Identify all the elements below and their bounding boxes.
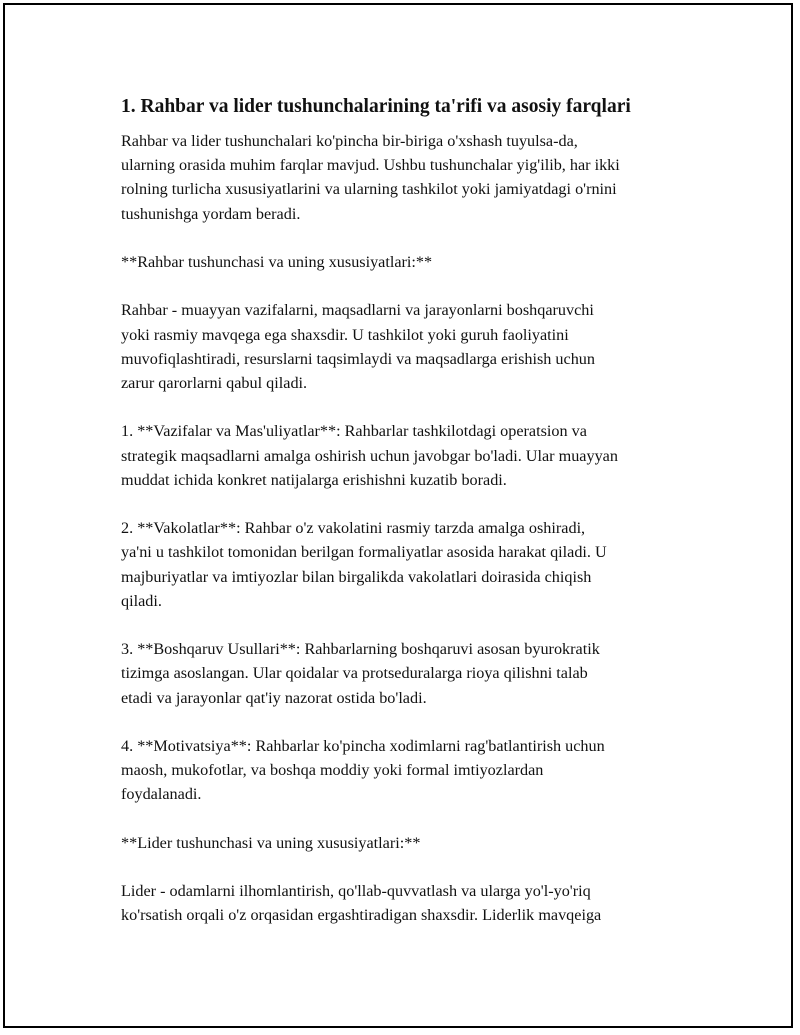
text-line: ya'ni u tashkilot tomonidan berilgan formaliyatlar asosida harakat qiladi. U	[121, 543, 607, 562]
paragraph	[121, 734, 701, 807]
text-line: ko'rsatish orqali o'z orqasidan ergashtiradigan shaxsdir. Liderlik mavqeiga	[121, 906, 602, 925]
text-line: maosh, mukofotlar, va boshqa moddiy yoki formal imtiyozlardan	[121, 761, 544, 780]
document-page	[3, 3, 793, 1028]
text-line: etadi va jarayonlar qat'iy nazorat ostida bo'ladi.	[121, 688, 427, 707]
paragraph-list	[121, 129, 701, 928]
text-line: rolning turlicha xususiyatlarini va ularning tashkilot yoki jamiyatdagi o'rnini	[121, 180, 617, 199]
text-line: Rahbar - muayyan vazifalarni, maqsadlarni va jarayonlarni boshqaruvchi	[121, 301, 594, 320]
text-line: tizimga asoslangan. Ular qoidalar va protseduralarga rioya qilishni talab	[121, 664, 588, 683]
paragraph	[121, 250, 701, 274]
text-line: zarur qarorlarni qabul qiladi.	[121, 374, 308, 392]
text-line: Lider - odamlarni ilhomlantirish, qo'llab-quvvatlash va ularga yo'l-yo'riq	[121, 882, 591, 901]
document-title: 1. Rahbar va lider tushunchalarining ta'rifi va asosiy farqlari	[121, 96, 631, 117]
text-line: foydalanadi.	[121, 785, 202, 804]
paragraph	[121, 831, 701, 855]
text-line: 2. **Vakolatlar**: Rahbar o'z vakolatini rasmiy tarzda amalga oshiradi,	[121, 519, 586, 538]
text-line: 3. **Boshqaruv Usullari**: Rahbarlarning boshqaruvi asosan byurokratik	[121, 640, 600, 659]
text-line: Rahbar va lider tushunchalari ko'pincha bir-biriga o'xshash tuyulsa-da,	[121, 132, 578, 150]
paragraph	[121, 129, 701, 226]
text-line: strategik maqsadlarni amalga oshirish uchun javobgar bo'ladi. Ular muayyan	[121, 446, 618, 465]
paragraph	[121, 419, 701, 492]
text-line: **Rahbar tushunchasi va uning xususiyatlari:**	[121, 253, 433, 271]
text-line: muvofiqlashtiradi, resurslarni taqsimlaydi va maqsadlarga erishish uchun	[121, 349, 595, 368]
text-line: ularning orasida muhim farqlar mavjud. Ushbu tushunchalar yig'ilib, har ikki	[121, 156, 620, 175]
text-line: qiladi.	[121, 591, 162, 610]
paragraph	[121, 516, 701, 613]
text-line: muddat ichida konkret natijalarga erishishni kuzatib boradi.	[121, 470, 507, 489]
text-line: yoki rasmiy mavqega ega shaxsdir. U tashkilot yoki guruh faoliyatini	[121, 325, 569, 344]
document-content	[121, 95, 701, 952]
text-line: 1. **Vazifalar va Mas'uliyatlar**: Rahbarlar tashkilotdagi operatsion va	[121, 422, 587, 441]
paragraph	[121, 879, 701, 927]
text-line: **Lider tushunchasi va uning xususiyatlari:**	[121, 833, 421, 852]
text-line: 4. **Motivatsiya**: Rahbarlar ko'pincha xodimlarni rag'batlantirish uchun	[121, 736, 605, 755]
text-line: majburiyatlar va imtiyozlar bilan birgalikda vakolatlari doirasida chiqish	[121, 567, 592, 586]
text-line: tushunishga yordam beradi.	[121, 204, 301, 223]
paragraph	[121, 298, 701, 395]
paragraph	[121, 637, 701, 710]
